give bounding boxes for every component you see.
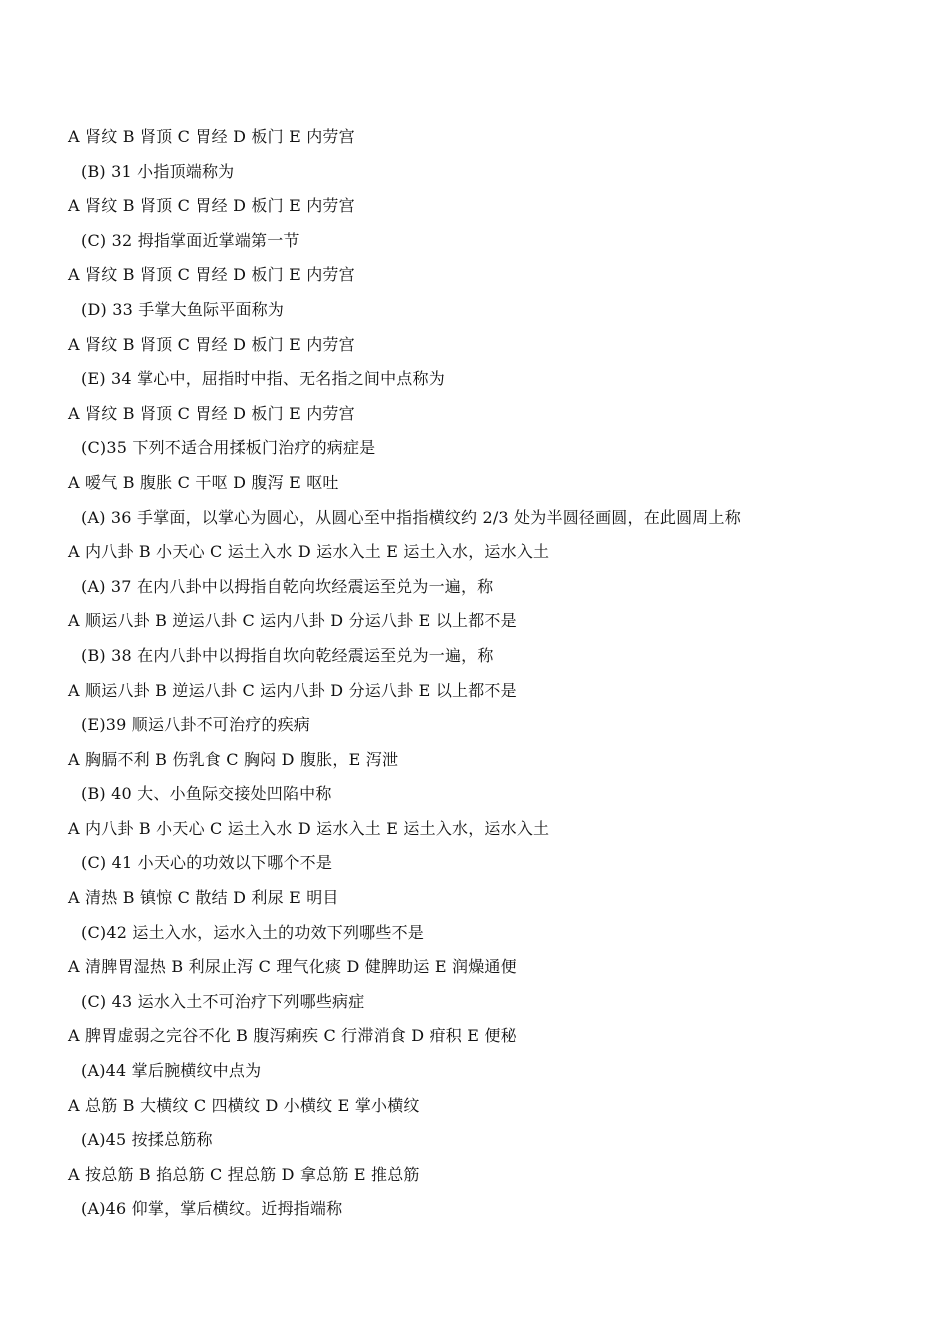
answer-options: A 肾纹 B 肾顶 C 胃经 D 板门 E 内劳宫 [68, 334, 355, 354]
question-38: (B) 38 在内八卦中以拇指自坎向乾经震运至兑为一遍，称 [81, 645, 494, 665]
answer-options: A 顺运八卦 B 逆运八卦 C 运内八卦 D 分运八卦 E 以上都不是 [68, 611, 517, 631]
answer-options: A 内八卦 B 小天心 C 运土入水 D 运水入土 E 运土入水，运水入土 [68, 818, 550, 838]
question-34: (E) 34 掌心中，屈指时中指、无名指之间中点称为 [81, 369, 445, 389]
question-35: (C)35 下列不适合用揉板门治疗的病症是 [81, 438, 376, 458]
answer-options: A 总筋 B 大横纹 C 四横纹 D 小横纹 E 掌小横纹 [68, 1095, 420, 1115]
question-39: (E)39 顺运八卦不可治疗的疾病 [81, 715, 311, 735]
question-40: (B) 40 大、小鱼际交接处凹陷中称 [81, 784, 332, 804]
answer-options: A 清热 B 镇惊 C 散结 D 利尿 E 明目 [68, 888, 339, 908]
question-37: (A) 37 在内八卦中以拇指自乾向坎经震运至兑为一遍，称 [81, 576, 494, 596]
answer-options: A 按总筋 B 掐总筋 C 捏总筋 D 拿总筋 E 推总筋 [68, 1164, 420, 1184]
question-36: (A) 36 手掌面，以掌心为圆心，从圆心至中指指横纹约 2/3 处为半圆径画圆，在此圆周上称 [81, 507, 741, 527]
answer-options: A 胸膈不利 B 伤乳食 C 胸闷 D 腹胀，E 泻泄 [68, 749, 399, 769]
question-42: (C)42 运土入水，运水入土的功效下列哪些不是 [81, 922, 424, 942]
question-44: (A)44 掌后腕横纹中点为 [81, 1061, 262, 1081]
answer-options: A 嗳气 B 腹胀 C 干呕 D 腹泻 E 呕吐 [68, 472, 339, 492]
question-31: (B) 31 小指顶端称为 [81, 161, 235, 181]
answer-options: A 内八卦 B 小天心 C 运土入水 D 运水入土 E 运土入水，运水入土 [68, 542, 550, 562]
question-33: (D) 33 手掌大鱼际平面称为 [81, 299, 285, 319]
answer-options: A 肾纹 B 肾顶 C 胃经 D 板门 E 内劳宫 [68, 403, 355, 423]
question-list [68, 124, 908, 1231]
answer-options: A 清脾胃湿热 B 利尿止泻 C 理气化痰 D 健脾助运 E 润燥通便 [68, 957, 517, 977]
answer-options: A 脾胃虚弱之完谷不化 B 腹泻痢疾 C 行滞消食 D 疳积 E 便秘 [68, 1026, 517, 1046]
answer-options: A 肾纹 B 肾顶 C 胃经 D 板门 E 内劳宫 [68, 127, 355, 146]
question-43: (C) 43 运水入土不可治疗下列哪些病症 [81, 991, 365, 1011]
question-41: (C) 41 小天心的功效以下哪个不是 [81, 853, 333, 873]
answer-options: A 肾纹 B 肾顶 C 胃经 D 板门 E 内劳宫 [68, 265, 355, 285]
question-45: (A)45 按揉总筋称 [81, 1130, 213, 1150]
answer-options: A 肾纹 B 肾顶 C 胃经 D 板门 E 内劳宫 [68, 196, 355, 216]
answer-options: A 顺运八卦 B 逆运八卦 C 运内八卦 D 分运八卦 E 以上都不是 [68, 680, 517, 700]
question-46: (A)46 仰掌，掌后横纹。近拇指端称 [81, 1199, 343, 1219]
question-32: (C) 32 拇指掌面近掌端第一节 [81, 230, 300, 250]
